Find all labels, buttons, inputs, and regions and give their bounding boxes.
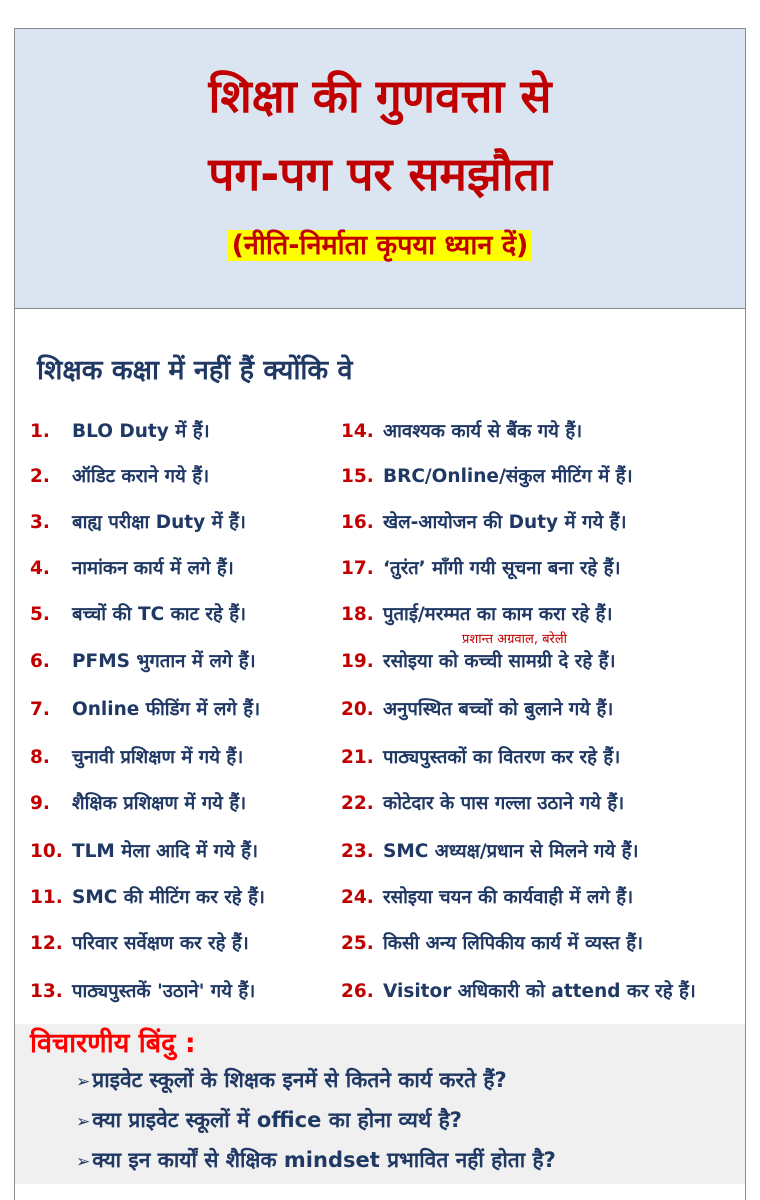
list-item: [30, 460, 209, 494]
author-credit: प्रशान्त अग्रवाल, बरेली: [462, 632, 568, 647]
item-text: BRC/Online/संकुल मीटिंग में हैं।: [383, 466, 633, 487]
list-item: [341, 506, 626, 540]
item-text: SMC की मीटिंग कर रहे हैं।: [72, 887, 265, 908]
item-number: 7.: [30, 699, 50, 720]
item-text: BLO Duty में हैं।: [72, 421, 210, 442]
item-number: 8.: [30, 747, 50, 768]
item-number: 11.: [30, 887, 63, 908]
item-text: रसोइया चयन की कार्यवाही में लगे हैं।: [383, 887, 634, 908]
item-number: 10.: [30, 841, 63, 862]
subtitle-highlight: (नीति-निर्माता कृपया ध्यान दें): [228, 230, 533, 261]
item-number: 12.: [30, 933, 63, 954]
item-text: बाह्य परीक्षा Duty में हैं।: [72, 512, 246, 533]
item-number: 18.: [341, 604, 374, 625]
consideration-item: [76, 1106, 462, 1134]
list-item: [30, 693, 260, 727]
list-item: [30, 975, 255, 1009]
item-text: नामांकन कार्य में लगे हैं।: [72, 558, 234, 579]
item-text: परिवार सर्वेक्षण कर रहे हैं।: [72, 933, 249, 954]
item-text: आवश्यक कार्य से बैंक गये हैं।: [383, 421, 583, 442]
consideration-text: प्राइवेट स्कूलों के शिक्षक इनमें से कितने कार्य करते हैं?: [92, 1068, 507, 1092]
list-item: [30, 787, 246, 821]
list-item: [30, 506, 246, 540]
consideration-item: [76, 1066, 507, 1094]
list-item: [30, 835, 258, 869]
item-text: Online फीडिंग में लगे हैं।: [72, 699, 261, 720]
item-number: 24.: [341, 887, 374, 908]
item-number: 16.: [341, 512, 374, 533]
list-item: [341, 552, 621, 586]
item-text: अनुपस्थित बच्चों को बुलाने गये हैं।: [383, 699, 614, 720]
list-item: [341, 415, 582, 449]
item-text: चुनावी प्रशिक्षण में गये हैं।: [72, 747, 244, 768]
list-item: [30, 415, 210, 449]
arrow-icon: ➢: [76, 1152, 91, 1172]
item-number: 22.: [341, 793, 374, 814]
item-text: बच्चों की TC काट रहे हैं।: [72, 604, 247, 625]
item-text: रसोइया को कच्ची सामग्री दे रहे हैं।: [383, 651, 616, 672]
item-number: 3.: [30, 512, 50, 533]
considerations-heading: विचारणीय बिंदु :: [30, 1028, 196, 1059]
arrow-icon: ➢: [76, 1072, 91, 1092]
arrow-icon: ➢: [76, 1112, 91, 1132]
list-item: [30, 645, 256, 679]
list-item: [30, 598, 246, 632]
consideration-text: क्या इन कार्यों से शैक्षिक mindset प्रभावित नहीं होता है?: [92, 1148, 556, 1172]
list-item: [30, 881, 265, 915]
item-text: शैक्षिक प्रशिक्षण में गये हैं।: [72, 793, 247, 814]
item-text: PFMS भुगतान में लगे हैं।: [72, 651, 256, 672]
item-text: Visitor अधिकारी को attend कर रहे हैं।: [383, 981, 696, 1002]
list-item: [341, 741, 620, 775]
item-number: 13.: [30, 981, 63, 1002]
section-heading: शिक्षक कक्षा में नहीं हैं क्योंकि वे: [37, 355, 353, 386]
list-item: [341, 645, 615, 679]
list-item: [341, 598, 613, 632]
item-text: ऑडिट कराने गये हैं।: [72, 466, 210, 487]
item-number: 25.: [341, 933, 374, 954]
list-item: [30, 927, 249, 961]
list-item: [341, 460, 633, 494]
item-number: 6.: [30, 651, 50, 672]
subtitle: [0, 226, 760, 266]
item-number: 19.: [341, 651, 374, 672]
item-text: पाठ्यपुस्तकें 'उठाने' गये हैं।: [72, 981, 256, 1002]
item-number: 4.: [30, 558, 50, 579]
list-item: [341, 927, 643, 961]
title-line-2: पग-पग पर समझौता: [208, 147, 552, 201]
item-text: ‘तुरंत’ माँगी गयी सूचना बना रहे हैं।: [383, 558, 621, 579]
item-text: पाठ्यपुस्तकों का वितरण कर रहे हैं।: [383, 747, 621, 768]
item-number: 21.: [341, 747, 374, 768]
consideration-item: [76, 1146, 556, 1174]
title-line-1: शिक्षा की गुणवत्ता से: [208, 69, 552, 123]
item-number: 14.: [341, 421, 374, 442]
item-number: 9.: [30, 793, 50, 814]
item-text: TLM मेला आदि में गये हैं।: [72, 841, 258, 862]
item-number: 2.: [30, 466, 50, 487]
item-text: किसी अन्य लिपिकीय कार्य में व्यस्त हैं।: [383, 933, 644, 954]
item-number: 15.: [341, 466, 374, 487]
item-text: SMC अध्यक्ष/प्रधान से मिलने गये हैं।: [383, 841, 639, 862]
consideration-text: क्या प्राइवेट स्कूलों में office का होना व्यर्थ है?: [92, 1108, 462, 1132]
item-text: खेल-आयोजन की Duty में गये हैं।: [383, 512, 627, 533]
list-item: [341, 787, 624, 821]
list-item: [341, 975, 696, 1009]
list-item: [30, 552, 234, 586]
item-number: 5.: [30, 604, 50, 625]
list-item: [30, 741, 243, 775]
list-item: [341, 835, 638, 869]
item-number: 23.: [341, 841, 374, 862]
item-number: 1.: [30, 421, 50, 442]
item-text: कोटेदार के पास गल्ला उठाने गये हैं।: [383, 793, 625, 814]
item-number: 20.: [341, 699, 374, 720]
item-number: 17.: [341, 558, 374, 579]
item-text: पुताई/मरम्मत का काम करा रहे हैं।: [383, 604, 613, 625]
item-number: 26.: [341, 981, 374, 1002]
list-item: [341, 693, 613, 727]
list-item: [341, 881, 633, 915]
